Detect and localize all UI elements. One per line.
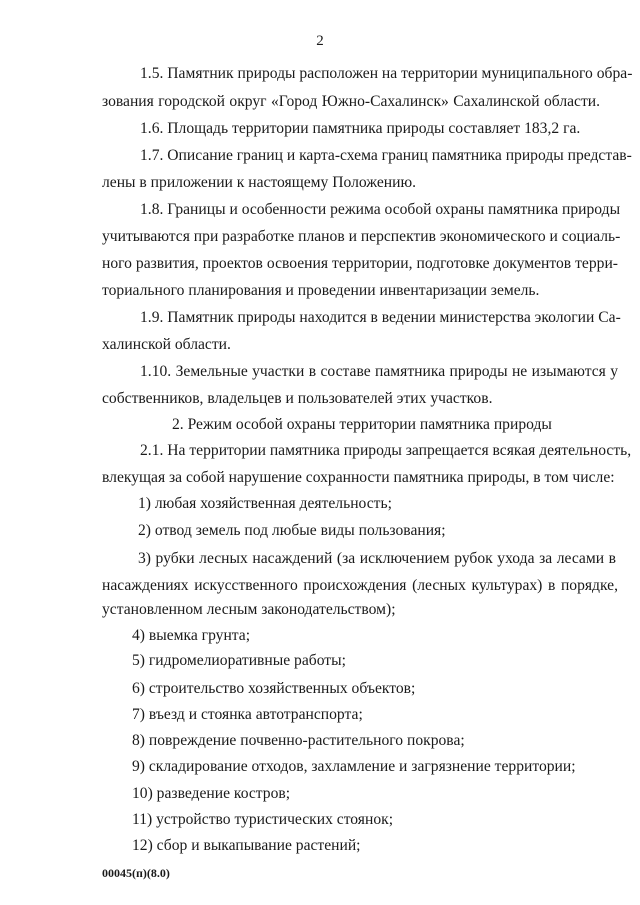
list-item-1: 1) любая хозяйственная деятельность; — [138, 495, 392, 512]
list-item-6: 6) строительство хозяйственных объектов; — [132, 680, 416, 697]
list-item-11: 11) устройство туристических стоянок; — [132, 811, 394, 828]
list-item-4: 4) выемка грунта; — [132, 627, 251, 644]
section-heading: 2. Режим особой охраны территории памятника природы — [172, 416, 552, 433]
text-line-1-5a: 1.5. Памятник природы расположен на территории муниципального обра- — [140, 65, 633, 82]
text-line-2-1b: влекущая за собой нарушение сохранности памятника природы, в том числе: — [102, 469, 615, 486]
text-line-1-10a: 1.10. Земельные участки в составе памятника природы не изымаются у — [140, 363, 618, 380]
page-number: 2 — [316, 33, 324, 49]
text-line-1-7a: 1.7. Описание границ и карта-схема границ памятника природы представ- — [140, 147, 632, 164]
list-item-7: 7) въезд и стоянка автотранспорта; — [132, 706, 363, 723]
text-line-1-6: 1.6. Площадь территории памятника природы составляет 183,2 га. — [140, 120, 581, 137]
list-item-5: 5) гидромелиоративные работы; — [132, 652, 346, 669]
text-line-1-8b: учитываются при разработке планов и перспектив экономического и социаль- — [102, 228, 621, 245]
list-item-2: 2) отвод земель под любые виды пользования; — [138, 522, 446, 539]
text-line-1-7b: лены в приложении к настоящему Положению. — [102, 174, 416, 191]
text-line-1-8d: ториального планирования и проведении инвентаризации земель. — [102, 282, 540, 299]
text-line-1-8a: 1.8. Границы и особенности режима особой охраны памятника природы — [140, 201, 621, 218]
list-item-3b: насаждениях искусственного происхождения (лесных культурах) в порядке, — [102, 577, 618, 594]
text-line-1-8c: ного развития, проектов освоения территории, подготовке документов терри- — [102, 255, 618, 272]
text-line-1-5b: зования городской округ «Город Южно-Сахалинск» Сахалинской области. — [102, 93, 600, 110]
list-item-3a: 3) рубки лесных насаждений (за исключением рубок ухода за лесами в — [138, 550, 616, 567]
text-line-1-9b: халинской области. — [102, 336, 231, 353]
text-line-1-9a: 1.9. Памятник природы находится в ведении министерства экологии Са- — [140, 309, 621, 326]
text-line-2-1a: 2.1. На территории памятника природы запрещается всякая деятельность, — [140, 442, 632, 459]
list-item-3c: установленном лесным законодательством); — [102, 601, 396, 618]
list-item-9: 9) складирование отходов, захламление и загрязнение территории; — [132, 758, 576, 775]
text-line-1-10b: собственников, владельцев и пользователей этих участков. — [102, 390, 493, 407]
list-item-10: 10) разведение костров; — [132, 785, 291, 802]
list-item-8: 8) повреждение почвенно-растительного покрова; — [132, 732, 465, 749]
document-code: 00045(п)(8.0) — [102, 866, 170, 880]
list-item-12: 12) сбор и выкапывание растений; — [132, 837, 361, 854]
